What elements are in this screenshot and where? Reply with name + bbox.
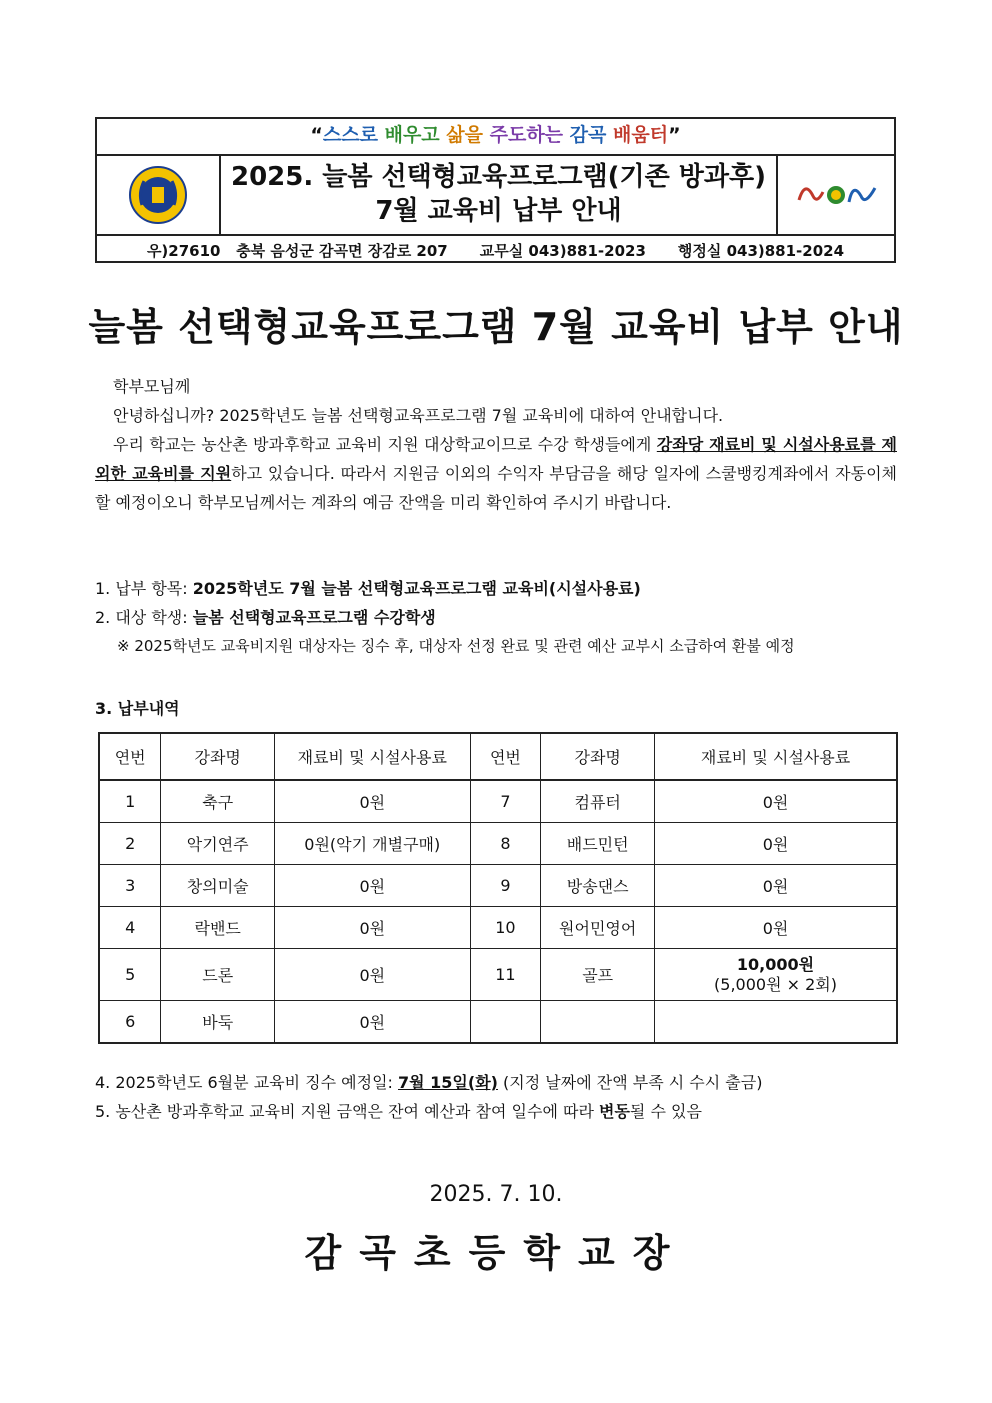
item-1-value: 2025학년도 7월 늘봄 선택형교육프로그램 교육비(시설사용료) [192,579,641,598]
table-row [99,865,897,907]
cell-course: 컴퓨터 [541,780,655,823]
item-5 [95,1099,897,1124]
golf-fee-total: 10,000원 [736,954,815,974]
cell-no: 4 [99,907,161,949]
item-4-end: (지정 날짜에 잔액 부족 시 수시 출금) [497,1073,763,1092]
slogan-close-quote: ” [668,124,681,146]
item-2-value: 늘봄 선택형교육프로그램 수강학생 [192,608,436,627]
table-row [99,1001,897,1044]
cell-no: 6 [99,1001,161,1044]
cell-fee: 0원 [655,780,897,823]
page-title: 늘봄 선택형교육프로그램 7월 교육비 납부 안내 [88,305,904,349]
greeting: 학부모님께 [113,377,191,396]
item-2 [95,605,897,630]
cell-fee: 0원 [275,949,470,1001]
para-emphasis: 강좌당 재료비 및 시설사용료를 제외한 교육비를 지원 [95,435,897,483]
cell-empty [655,1001,897,1044]
col-header-no-right: 연번 [470,733,541,780]
cell-fee: 0원 [655,907,897,949]
cell-no: 11 [470,949,541,1001]
cell-course: 악기연주 [161,823,275,865]
table-header-row [99,733,897,780]
title-line-2: 7월 교육비 납부 안내 [375,196,622,226]
principal-signature: 감곡초등학교장 [304,1231,688,1275]
item-5-end: 될 수 있음 [629,1102,702,1121]
item-1-label: 1. 납부 항목: [95,579,193,598]
letterhead-title-row [97,156,894,236]
cell-fee: 0원 [655,865,897,907]
para-start: 우리 학교는 농산촌 방과후학교 교육비 지원 대상학교이므로 수강 학생들에게 [113,435,657,454]
cell-course: 드론 [161,949,275,1001]
cell-fee: 0원 [655,823,897,865]
office-phone: 교무실 043)881-2023 [479,242,646,260]
issue-date: 2025. 7. 10. [429,1182,563,1207]
col-header-fee-left: 재료비 및 시설사용료 [275,733,470,780]
cell-fee: 0원(악기 개별구매) [275,823,470,865]
para-end: 하고 있습니다. 따라서 지원금 이외의 수익자 부담금을 해당 일자에 스쿨뱅킹계좌에서 자동이체할 예정이오니 학부모님께서는 계좌의 예금 잔액을 미리 확인하여 주시기 바랍니다. [95,464,897,512]
intro-line: 안녕하십니까? 2025학년도 늘봄 선택형교육프로그램 7월 교육비에 대하여 안내합니다. [113,406,724,425]
col-header-name-right: 강좌명 [541,733,655,780]
item-4-start: 4. 2025학년도 6월분 교육비 징수 예정일: [95,1073,398,1092]
cell-empty [541,1001,655,1044]
cell-course: 창의미술 [161,865,275,907]
slogan-open-quote: “ [310,124,323,146]
cell-empty [470,1001,541,1044]
cell-no: 5 [99,949,161,1001]
fee-table [98,732,898,1044]
cell-no: 8 [470,823,541,865]
cell-fee: 0원 [275,1001,470,1044]
cell-course: 바둑 [161,1001,275,1044]
item-4 [95,1070,897,1095]
section-3-heading: 3. 납부내역 [95,699,180,718]
item-1 [95,576,897,601]
slogan-word-2: 배우고 [384,124,440,146]
cell-fee: 0원 [275,907,470,949]
slogan-word-6: 배움터 [613,124,669,146]
cell-course: 원어민영어 [541,907,655,949]
cell-course: 축구 [161,780,275,823]
golf-fee-breakdown: (5,000원 × 2회) [714,974,837,994]
cell-no: 7 [470,780,541,823]
admin-phone: 행정실 043)881-2024 [677,242,845,260]
col-header-no-left: 연번 [99,733,161,780]
cell-no: 3 [99,865,161,907]
cell-course: 락밴드 [161,907,275,949]
item-5-emphasis: 변동 [598,1102,630,1121]
cell-fee: 0원 [275,780,470,823]
letterhead [95,117,896,263]
col-header-fee-right: 재료비 및 시설사용료 [655,733,897,780]
cell-course: 배드민턴 [541,823,655,865]
cell-fee-golf [655,949,897,1001]
title-line-1: 2025. 늘봄 선택형교육프로그램(기존 방과후) [230,162,767,192]
table-row [99,907,897,949]
cell-fee: 0원 [275,865,470,907]
cell-no: 2 [99,823,161,865]
slogan-word-1: 스스로 [322,124,378,146]
payment-items [95,576,897,663]
cell-course: 골프 [541,949,655,1001]
cell-no: 9 [470,865,541,907]
address: 우)27610 충북 음성군 감곡면 장감로 207 [146,242,448,260]
col-header-name-left: 강좌명 [161,733,275,780]
intro-paragraph [95,430,897,517]
additional-notes [95,1070,897,1128]
item-5-start: 5. 농산촌 방과후학교 교육비 지원 금액은 잔여 예산과 참여 일수에 따라 [95,1102,599,1121]
letterhead-title [221,156,776,234]
intro-section [95,372,897,517]
slogan [97,119,894,156]
school-emblem-icon [97,156,221,234]
cell-no: 1 [99,780,161,823]
slogan-word-4: 주도하는 [489,124,564,146]
slogan-word-3: 삶을 [446,124,483,146]
slogan-word-5: 감곡 [569,124,607,146]
clean-world-logo-icon [776,156,894,234]
contact-row [97,236,894,265]
cell-no: 10 [470,907,541,949]
collection-date: 7월 15일(화) [398,1073,498,1092]
table-row [99,949,897,1001]
item-2-label: 2. 대상 학생: [95,608,193,627]
cell-course: 방송댄스 [541,865,655,907]
table-row [99,780,897,823]
table-row [99,823,897,865]
refund-note: ※ 2025학년도 교육비지원 대상자는 징수 후, 대상자 선정 완료 및 관련 예산 교부시 소급하여 환불 예정 [117,637,795,655]
